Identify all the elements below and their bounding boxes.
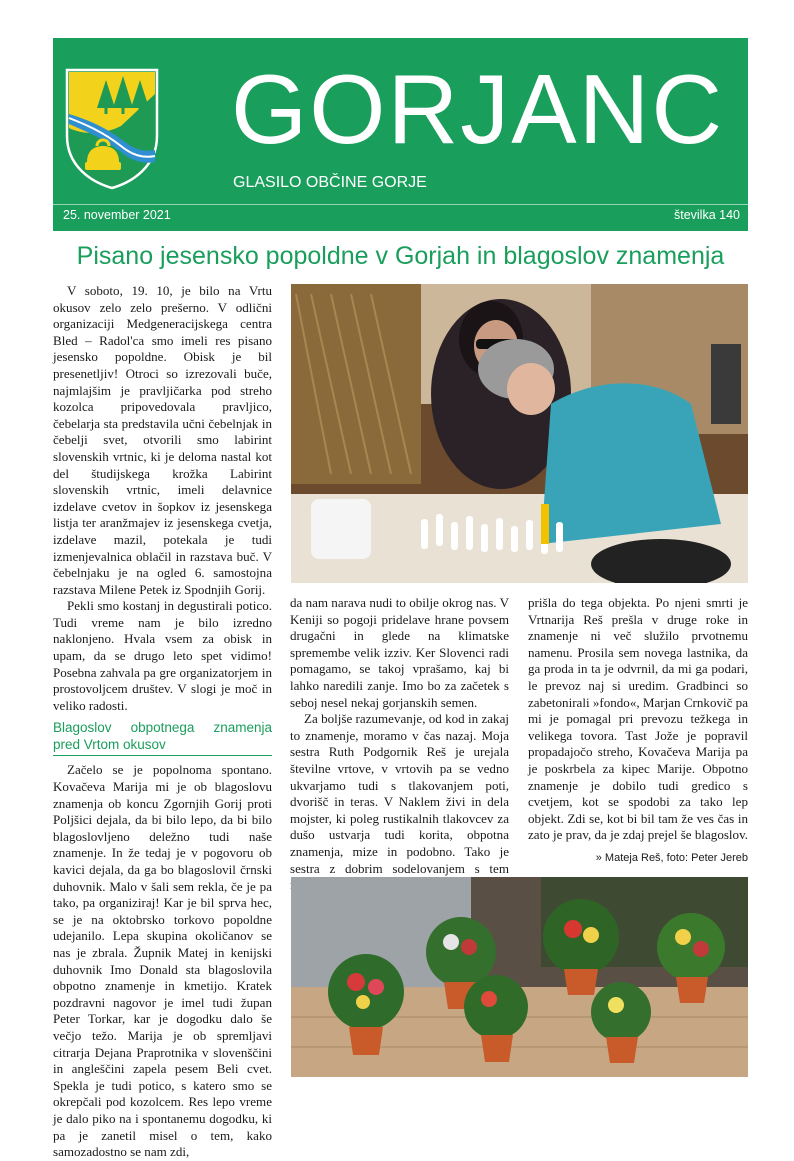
- masthead-divider: [53, 204, 748, 205]
- paragraph: V soboto, 19. 10, je bilo na Vrtu okusov zelo zelo prešerno. V odlični organizaciji Medgeneracijskega centra Bled – Radol'ca smo imeli res pisano jesensko popoldne. Obisk je bil presenetljiv! Otroci so izrezovali buče, najmlajšim je pravljičarka pod streho kozolca pripovedovala pravljico, čebelarja sta predstavila učni čebelnjak in čebelji svet, otvorili smo labirint slovenskih vrtnic, ki je deloma nastal kot del študijskega krožka Labirint slovenskih vrtnic, imeli delavnice izdelave cvetov in šopkov iz jesenskega listja ter aranžmajev iz jesenskega cvetja, izdelave mazil, potekala je tudi izmenjevalnica oblačil in razstava buč. V čebelnjaku je na ogled 6. samostojna razstava Milene Petek iz Spodnjih Gorij.: [53, 283, 272, 597]
- municipality-crest-logo: [61, 66, 163, 190]
- paragraph: Začelo se je popolnoma spontano. Kovačeva Marija mi je ob blagoslovu znamenja ob koncu Zgornjih Gorij proti Poljšici dejala, da bi bilo lepo, da bi bilo blagoslovljeno deležno tudi naše znamenje. In že tedaj je v pogovoru ob kavici dejala, da ga bo blagoslovil črnski duhovnik. Malo v šali sem rekla, če je pa tako, pa organiziraj! Kar je bil sprva hec, se je na oktobrsko torkovo popoldne udejanilo. Lepa skupina okoličanov se nas je zbrala. Župnik Matej in kenijski duhovnik Imo Donald sta blagoslovila obpotno znamenje in kmetijo. Kratek pozdravni nagovor je imel tudi župan Peter Torkar, kar je dogodku dalo še večjo težo. Marija je ob spremljavi citrarja Dejana Praprotnika v slovenščini in angleščini zapela pesem Beli cvet. Spekla je tudi potico, s katero smo se okrepčali pod kozolcem. Res lepo vreme je dalo piko na i spontanemu dogodku, ki pa je zanetil misel o tem, kako samozadostno se nam zdi,: [53, 762, 272, 1160]
- paragraph: Za boljše razumevanje, od kod in zakaj to znamenje, moramo v čas nazaj. Moja sestra Ruth Podgornik Reš je urejala številne vrtove, v vrtovih pa se vedno ukvarjamo tudi s tlakovanjem poti, dvorišč in teras. V Naklem živi in dela mojster, ki poleg rustikalnih tlakovcev za dušo ustvarja tudi korita, obpotna znamenja, mize in podobno. Tako je sestra z dobrim sodelovanjem s tem: [290, 711, 509, 876]
- issue-number: številka 140: [673, 208, 740, 222]
- article-headline: Pisano jesensko popoldne v Gorjah in blagoslov znamenja: [76, 242, 725, 270]
- author-credit: » Mateja Reš, foto: Peter Jereb: [595, 851, 748, 864]
- newspaper-subtitle: GLASILO OBČINE GORJE: [233, 174, 427, 191]
- masthead: [53, 38, 748, 231]
- issue-date: 25. november 2021: [63, 208, 171, 222]
- photo-workshop: [291, 284, 748, 583]
- article-column-2: [290, 595, 509, 894]
- article-column-1: [53, 283, 272, 1161]
- paragraph: prišla do tega objekta. Po njeni smrti je Vrtnarija Reš prešla v druge roke in znamenje ni več služilo prvotnemu namenu. Prosila sem novega lastnika, da ga proda in ta je odvrnil, da mi ga podari, le prevoz naj si uredim. Gradbinci so zabetonirali »fondo«, Marjan Crnkovič pa mi je pomagal pri prevozu težkega in velikega tovora. Tast Jože je popravil propadajočo streho, Kovačeva Marija pa je poskrbela za kipec Marije. Obpotno znamenje je dobilo tudi gredico s cvetjem, kot se spodobi za tako lep objekt. Zdi se, kot bi bil tam že ves čas in zato je prav, da je zdaj prejel še blagoslov.: [528, 595, 749, 843]
- paragraph: Pekli smo kostanj in degustirali potico. Tudi vreme nam je bilo izredno naklonjeno. Hvala vsem za obisk in upam, da se drugo leto spet vidimo! Posebna zahvala pa gre organizatorjem in prostovoljcem društev. V slogi je moč in veliko radosti.: [53, 598, 272, 713]
- paragraph: da nam narava nudi to obilje okrog nas. V Keniji so pogoji pridelave hrane povsem drugačni in glede na klimatske spremembe velik izziv. Ker Slovenci radi pomagamo, se takoj vprašamo, kaj bi lahko naredili zanje. Imo bo za začetek s seboj nesel nekaj gorjanskih semen.: [290, 595, 509, 710]
- photo-flower-arrangements: [291, 877, 748, 1077]
- newspaper-title: GORJANC: [231, 54, 725, 164]
- article-column-3: [528, 595, 748, 867]
- section-subheading: Blagoslov obpotnega znamenja pred Vrtom okusov: [53, 719, 272, 756]
